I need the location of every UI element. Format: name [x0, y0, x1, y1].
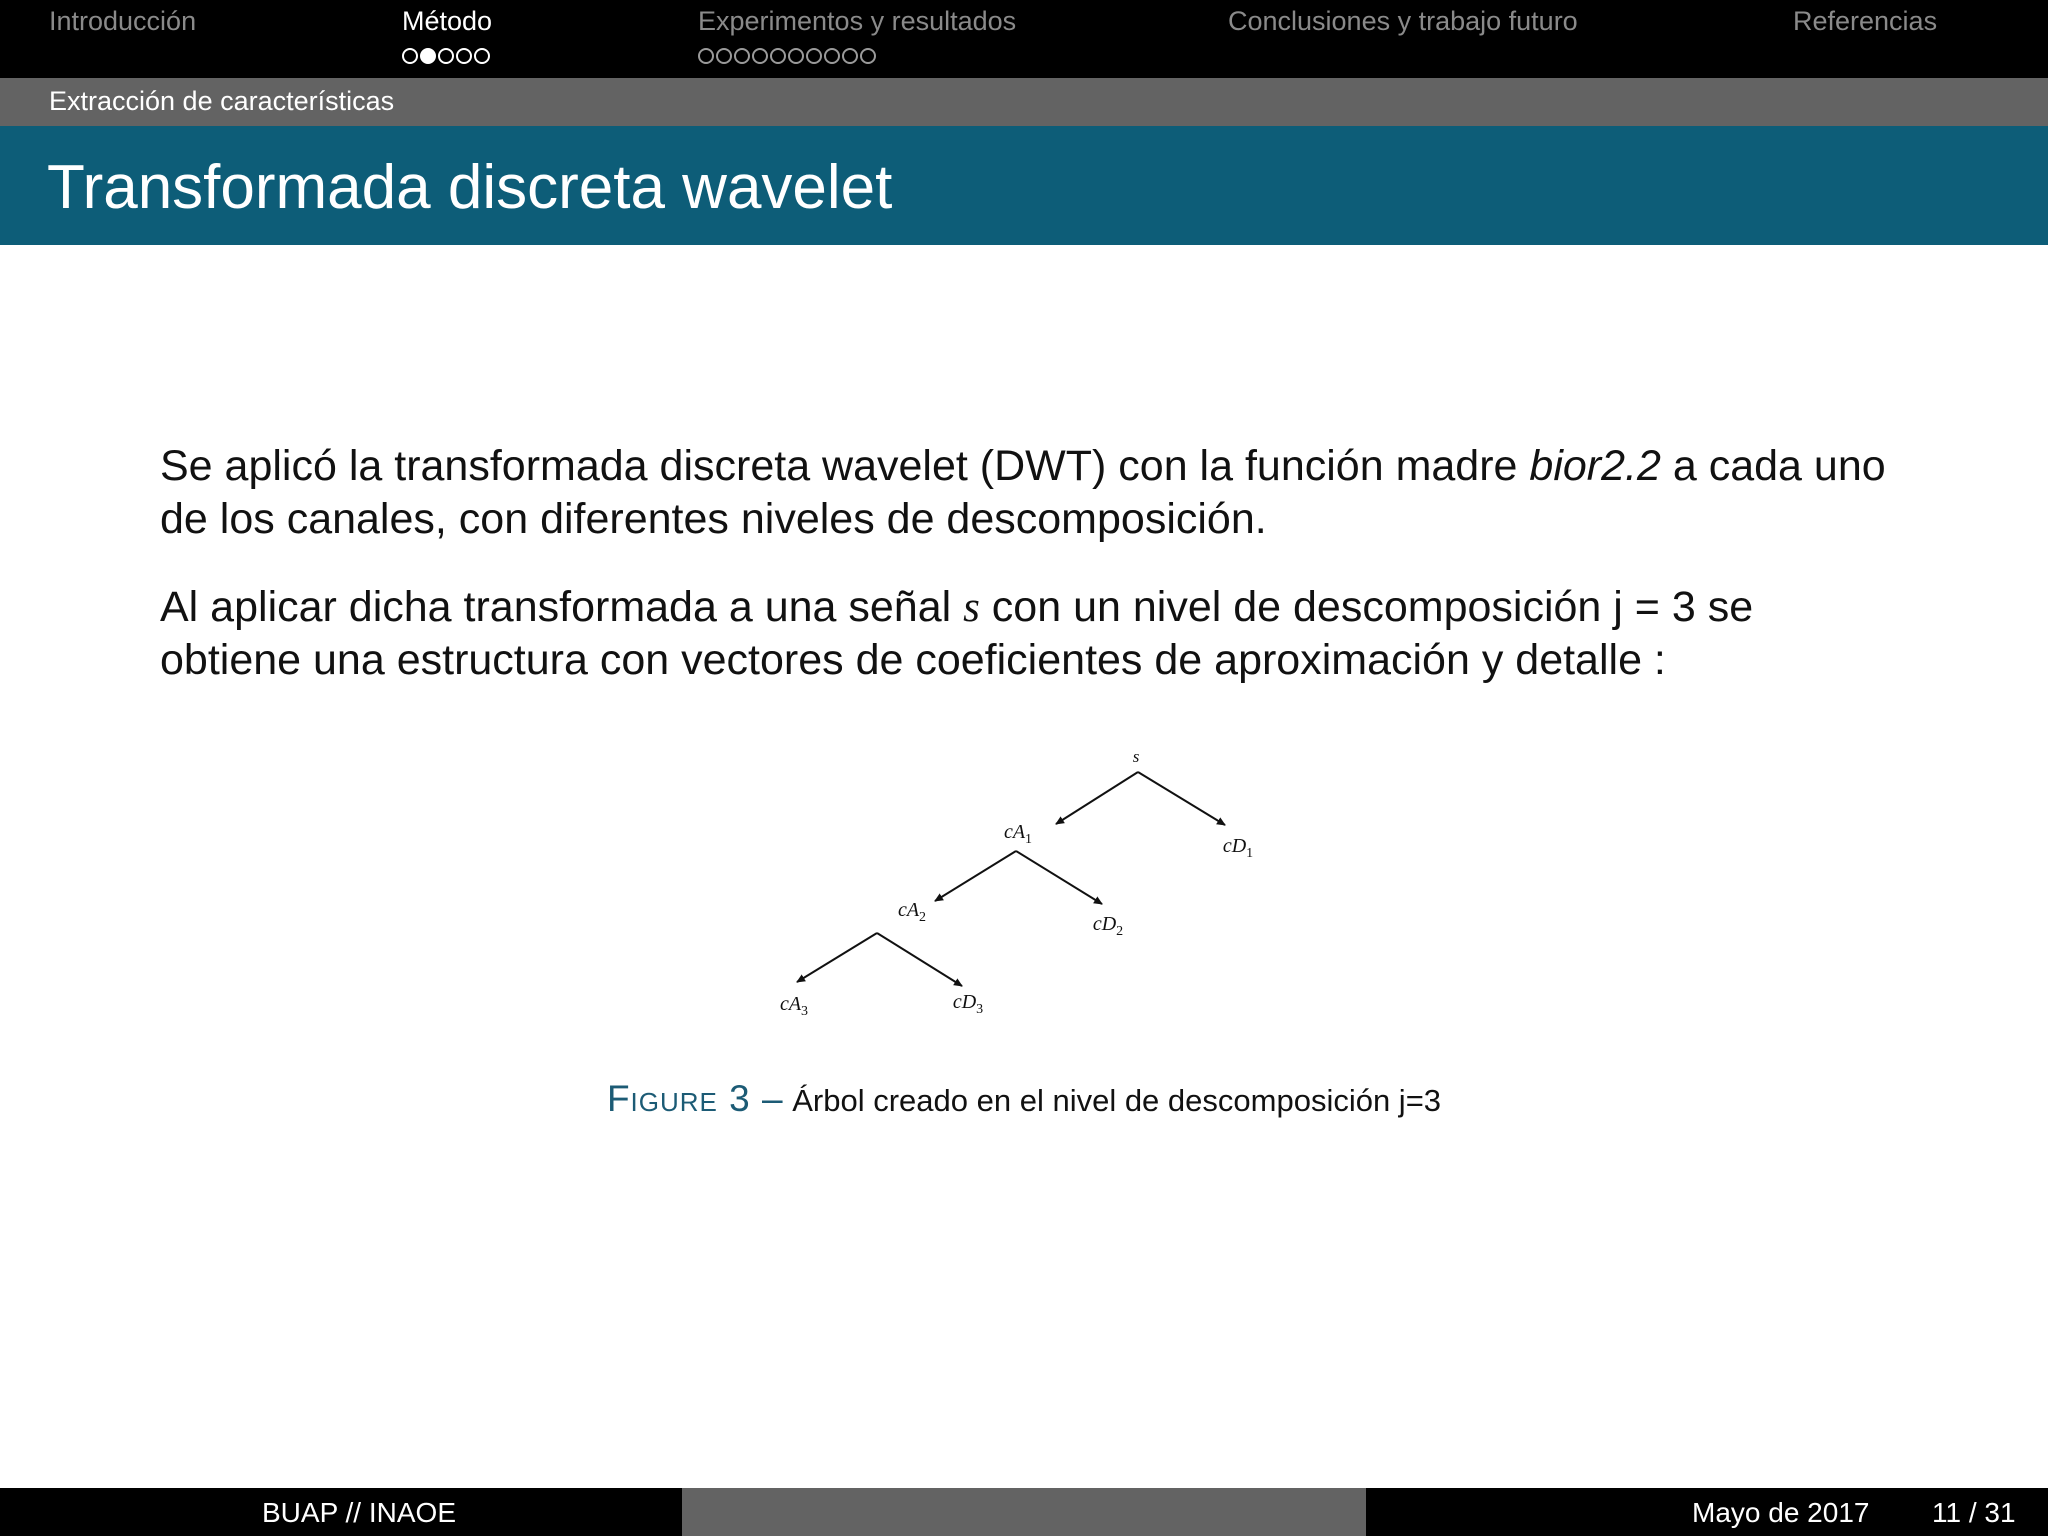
nav-section-label: Conclusiones y trabajo futuro — [1228, 6, 1578, 36]
nav-slide-dot[interactable] — [788, 48, 804, 64]
tree-edge — [1056, 772, 1138, 824]
nav-slide-dot[interactable] — [438, 48, 454, 64]
section-navigation — [0, 0, 2048, 78]
tree-node-cd2: $cD_2$ — [1092, 913, 1124, 939]
figure-caption — [0, 1078, 2048, 1120]
frame-title-bar — [0, 126, 2048, 245]
tree-edge — [935, 851, 1016, 901]
figure-caption-label: Figure 3 – — [606, 1078, 784, 1119]
nav-slide-dot[interactable] — [456, 48, 472, 64]
tree-edge — [797, 933, 877, 982]
paragraph-text: con un nivel de descomposición — [979, 583, 1614, 631]
decomposition-tree-figure — [760, 740, 1280, 1030]
nav-slide-dot[interactable] — [734, 48, 750, 64]
nav-slide-dot[interactable] — [420, 48, 436, 64]
tree-node-ca2: $cA_2$ — [897, 899, 927, 925]
tree-edge — [1138, 772, 1225, 825]
footer-middle — [682, 1488, 1366, 1536]
nav-section-label: Método — [402, 6, 493, 36]
tree-node-ca1: $cA_1$ — [1003, 821, 1033, 847]
nav-slide-dot[interactable] — [716, 48, 732, 64]
nav-slide-dot[interactable] — [402, 48, 418, 64]
nav-slide-dot[interactable] — [474, 48, 490, 64]
nav-slide-dot[interactable] — [842, 48, 858, 64]
slide-title: Transformada discreta wavelet — [47, 153, 893, 222]
figure-caption-text: Árbol creado en el nivel de descomposición j=3 — [792, 1083, 1442, 1118]
nav-slide-dot[interactable] — [824, 48, 840, 64]
nav-slide-dot[interactable] — [770, 48, 786, 64]
footer-institution: BUAP // INAOE — [262, 1497, 456, 1528]
paragraph-dwt — [160, 440, 1890, 546]
footer-right — [1366, 1488, 2048, 1536]
nav-slide-dot[interactable] — [860, 48, 876, 64]
page-number: 11 / 31 — [1932, 1497, 2016, 1528]
nav-section-label: Experimentos y resultados — [698, 6, 1017, 36]
wavelet-name: bior2.2 — [1529, 442, 1661, 490]
nav-slide-dot[interactable] — [806, 48, 822, 64]
subsection-title: Extracción de características — [49, 86, 395, 116]
math-var-s: s — [963, 584, 980, 631]
tree-node-cd1: $cD_1$ — [1222, 835, 1254, 861]
tree-edge — [877, 933, 962, 986]
math-equation: j = 3 — [1613, 583, 1696, 631]
nav-slide-dot[interactable] — [752, 48, 768, 64]
nav-section-label: Referencias — [1793, 6, 1938, 36]
paragraph-text: Se aplicó la transformada discreta wavelet (DWT) con la función madre — [160, 442, 1530, 490]
tree-node-s: s — [1132, 747, 1140, 766]
tree-node-ca3: $cA_3$ — [779, 993, 809, 1019]
subsection-bar — [0, 78, 2048, 126]
paragraph-structure — [160, 581, 1890, 687]
nav-section-label: Introducción — [49, 6, 197, 36]
footer-left — [0, 1488, 682, 1536]
paragraph-text: a cada uno de los canales, con diferentes niveles de descomposición. — [160, 442, 1886, 543]
tree-edge — [1016, 851, 1102, 904]
paragraph-text: Al aplicar dicha transformada a una señal — [160, 583, 964, 631]
footer — [0, 1488, 2048, 1536]
tree-node-cd3: $cD_3$ — [952, 991, 984, 1017]
nav-progress-dots — [402, 48, 490, 64]
nav-slide-dot[interactable] — [698, 48, 714, 64]
footer-date: Mayo de 2017 — [1692, 1497, 1870, 1528]
nav-progress-dots — [698, 48, 876, 64]
paragraph-text: se obtiene una estructura con vectores de coeficientes de aproximación y detalle : — [160, 583, 1754, 684]
